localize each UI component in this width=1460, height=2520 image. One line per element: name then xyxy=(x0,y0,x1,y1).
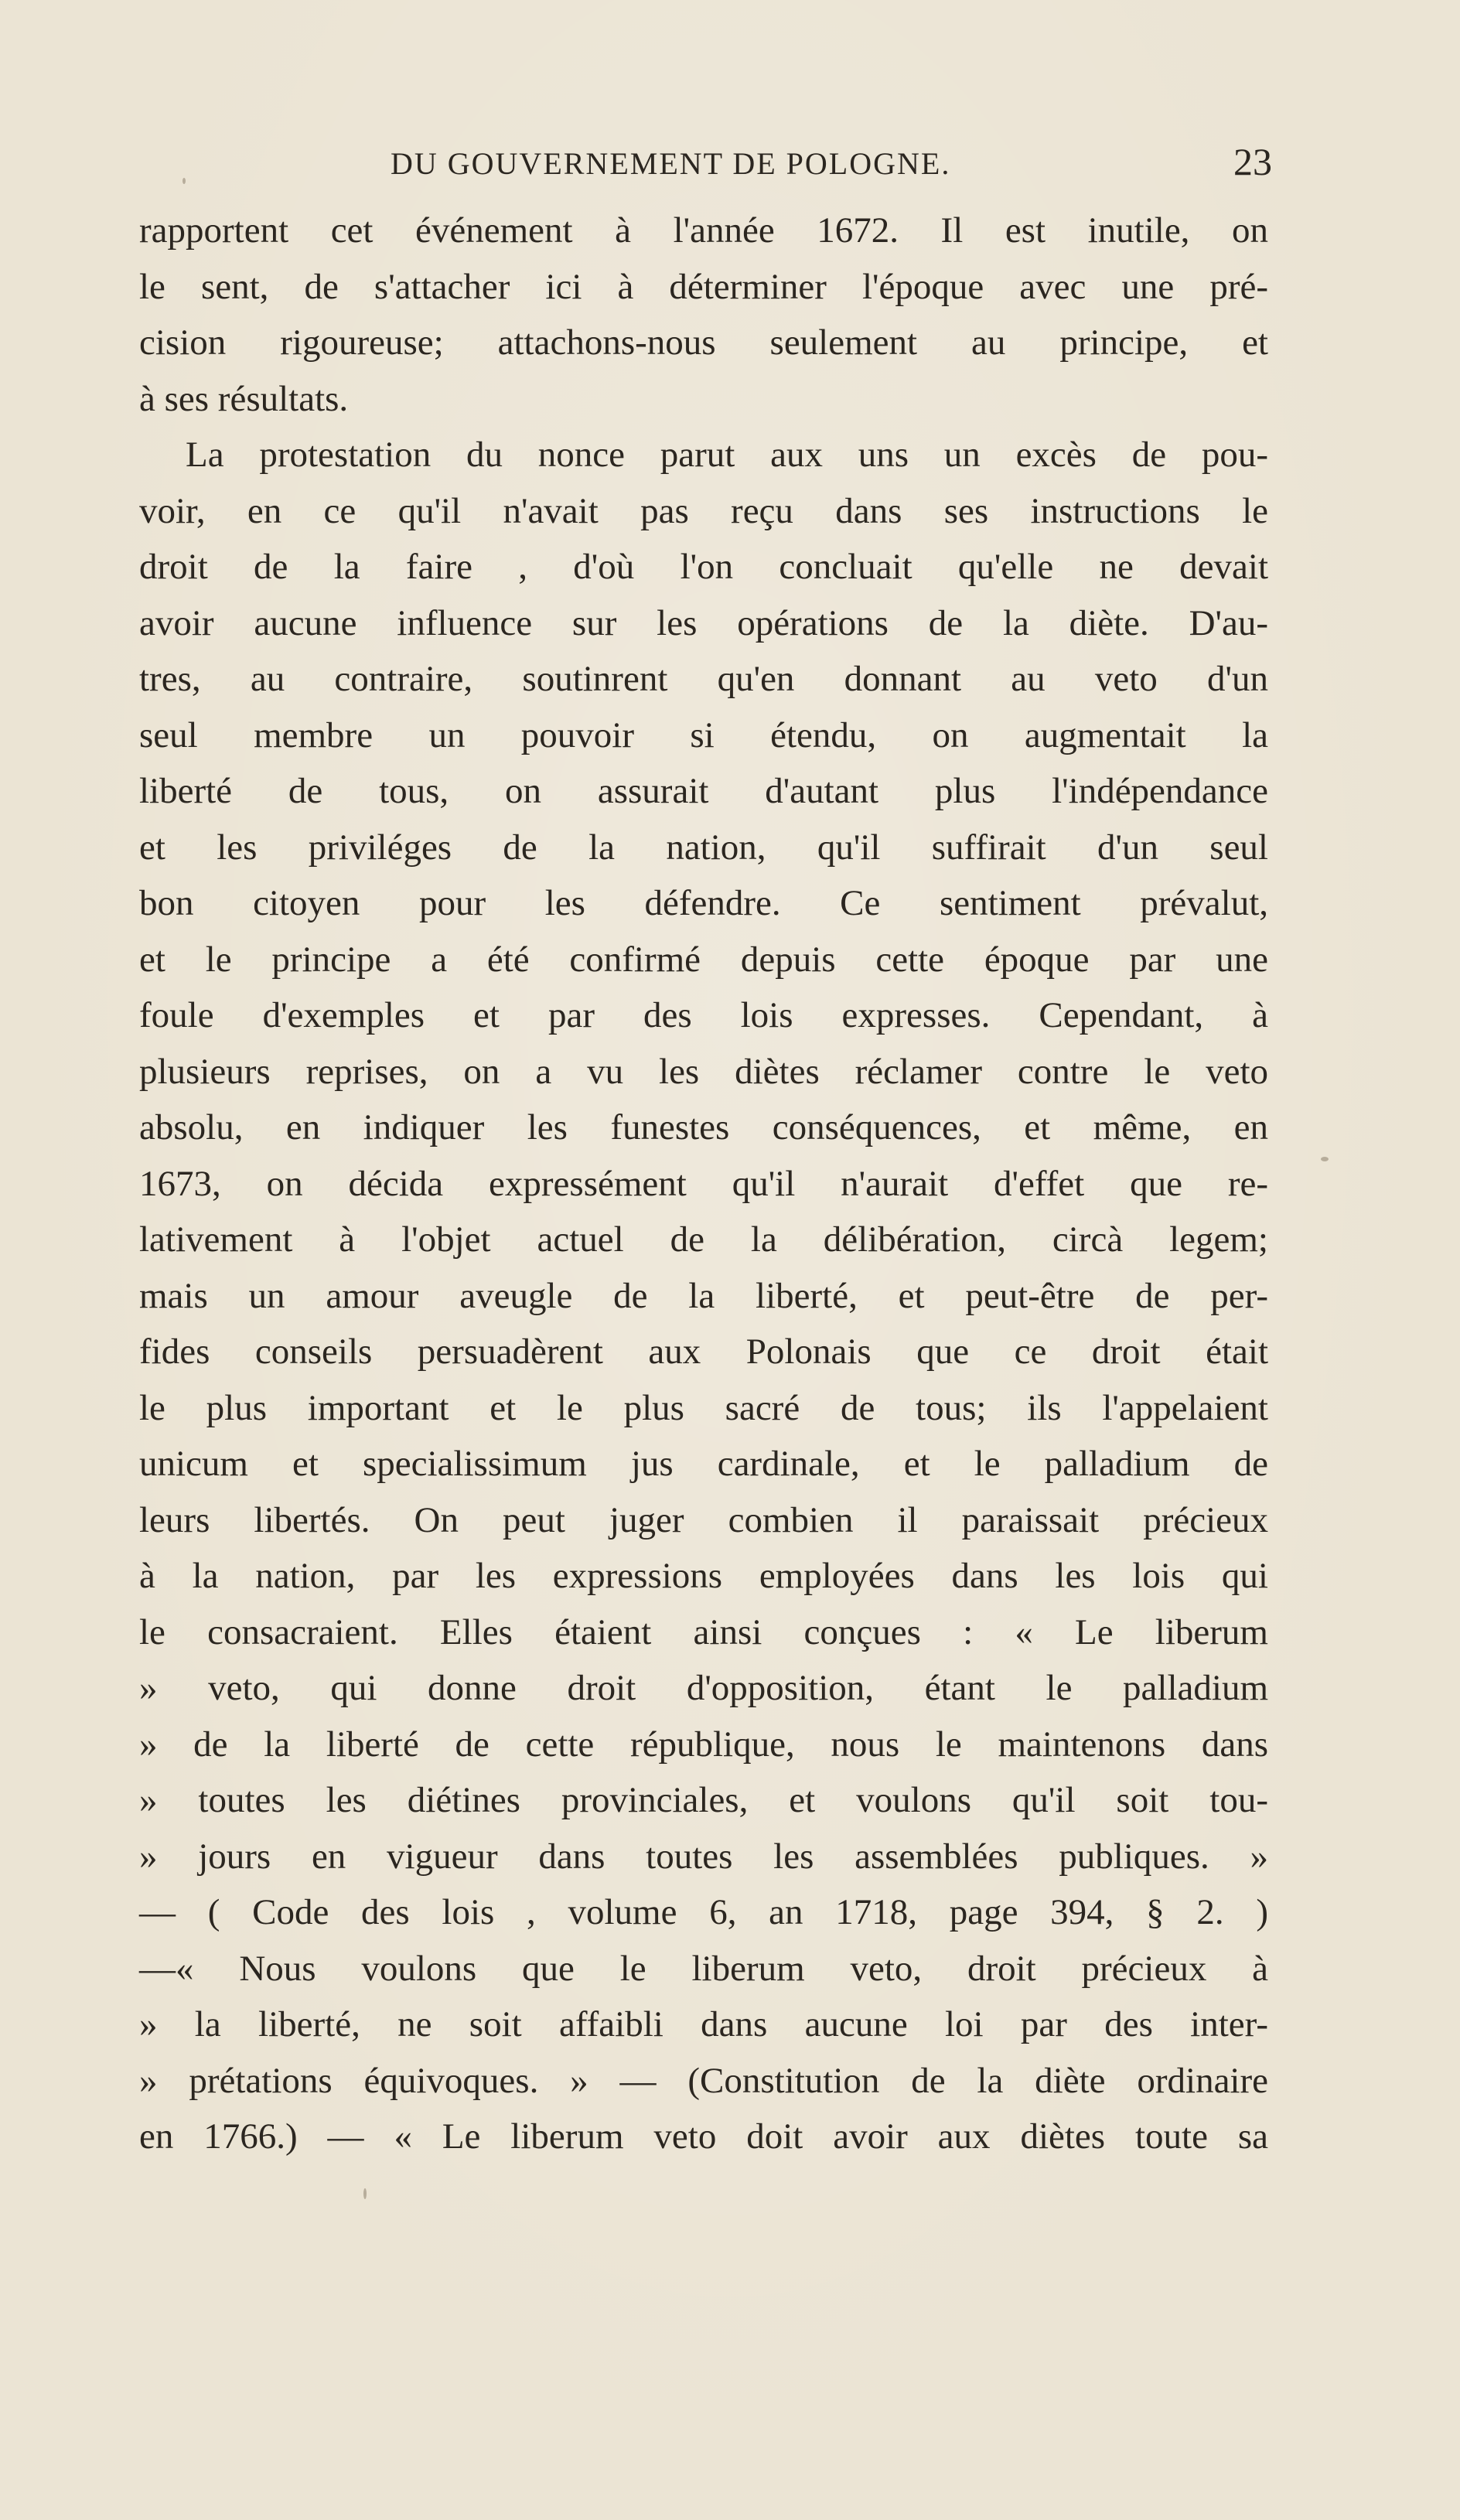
running-title: DU GOUVERNEMENT DE POLOGNE. xyxy=(391,146,951,181)
text-line: et le principe a été confirmé depuis cette époque par une xyxy=(139,939,1268,980)
text-line: cision rigoureuse; attachons-nous seulement au principe, et xyxy=(139,322,1268,363)
text-line: plusieurs reprises, on a vu les diètes réclamer contre le veto xyxy=(139,1051,1268,1092)
text-line: voir, en ce qu'il n'avait pas reçu dans ses instructions le xyxy=(139,490,1268,531)
text-line: liberté de tous, on assurait d'autant plus l'indépendance xyxy=(139,771,1268,811)
text-line: mais un amour aveugle de la liberté, et peut-être de per- xyxy=(139,1275,1268,1316)
text-line: rapportent cet événement à l'année 1672. Il est inutile, on xyxy=(139,210,1268,251)
text-line: La protestation du nonce parut aux uns un excès de pou- xyxy=(186,435,1268,475)
text-line: lativement à l'objet actuel de la délibération, circà legem; xyxy=(139,1219,1268,1260)
text-line: » veto, qui donne droit d'opposition, étant le palladium xyxy=(139,1668,1268,1708)
text-line: le consacraient. Elles étaient ainsi conçues : « Le liberum xyxy=(139,1611,1268,1652)
text-line: 1673, on décida expressément qu'il n'aurait d'effet que re- xyxy=(139,1163,1268,1204)
page-number: 23 xyxy=(1233,140,1272,183)
text-line: en 1766.) — « Le liberum veto doit avoir aux diètes toute sa xyxy=(139,2116,1268,2157)
text-line: » prétations équivoques. » — (Constitution de la diète ordinaire xyxy=(139,2060,1268,2101)
text-line: » toutes les diétines provinciales, et voulons qu'il soit tou- xyxy=(139,1780,1268,1820)
text-line: foule d'exemples et par des lois expresses. Cependant, à xyxy=(139,995,1268,1035)
text-line: à ses résultats. xyxy=(139,378,349,419)
paper-speck xyxy=(363,2188,367,2199)
text-line: fides conseils persuadèrent aux Polonais que ce droit était xyxy=(139,1332,1268,1372)
text-line: droit de la faire , d'où l'on concluait qu'elle ne devait xyxy=(139,547,1268,587)
text-line: — ( Code des lois , volume 6, an 1718, page 394, § 2. ) xyxy=(139,1892,1268,1932)
paper-speck xyxy=(182,178,186,184)
text-line: leurs libertés. On peut juger combien il paraissait précieux xyxy=(139,1499,1268,1540)
text-line: tres, au contraire, soutinrent qu'en donnant au veto d'un xyxy=(139,659,1268,699)
text-line: et les priviléges de la nation, qu'il suffirait d'un seul xyxy=(139,827,1268,868)
text-line: avoir aucune influence sur les opérations de la diète. D'au- xyxy=(139,602,1268,643)
text-line: unicum et specialissimum jus cardinale, et le palladium de xyxy=(139,1444,1268,1484)
text-line: —« Nous voulons que le liberum veto, droit précieux à xyxy=(139,1948,1268,1989)
body-text xyxy=(139,203,1268,2165)
text-line: » la liberté, ne soit affaibli dans aucune loi par des inter- xyxy=(139,2004,1268,2044)
text-line: le sent, de s'attacher ici à déterminer l'époque avec une pré- xyxy=(139,266,1268,307)
text-line: » jours en vigueur dans toutes les assemblées publiques. » xyxy=(139,1836,1268,1877)
page-header xyxy=(135,139,1272,193)
text-line: seul membre un pouvoir si étendu, on augmentait la xyxy=(139,714,1268,755)
text-line: à la nation, par les expressions employées dans les lois qui xyxy=(139,1556,1268,1596)
text-line: » de la liberté de cette république, nous le maintenons dans xyxy=(139,1724,1268,1765)
text-line: absolu, en indiquer les funestes conséquences, et même, en xyxy=(139,1107,1268,1147)
paper-speck xyxy=(1321,1157,1329,1161)
text-line: le plus important et le plus sacré de tous; ils l'appelaient xyxy=(139,1387,1268,1428)
text-line: bon citoyen pour les défendre. Ce sentiment prévalut, xyxy=(139,883,1268,923)
